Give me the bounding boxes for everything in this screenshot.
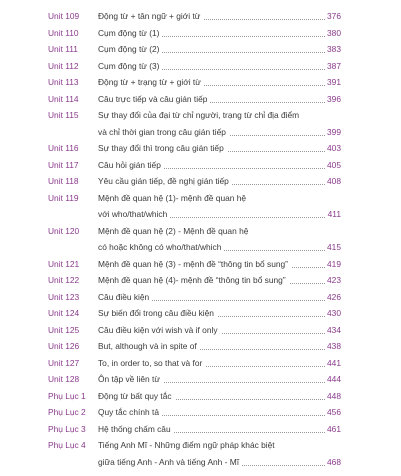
toc-entry	[0, 74, 401, 91]
entry-title: Sự thay đổi thì trong câu gián tiếp	[98, 140, 227, 157]
page-number: 391	[325, 74, 341, 91]
entry-title: Tiếng Anh Mĩ - Những điểm ngữ pháp khác biệt	[98, 437, 278, 454]
entry-title: Động từ + tân ngữ + giới từ	[98, 8, 203, 25]
toc-entry-line	[0, 454, 401, 471]
toc-entry	[0, 25, 401, 42]
toc-entry-line	[0, 239, 401, 256]
page-number: 376	[325, 8, 341, 25]
unit-label: Unit 110	[48, 27, 79, 38]
toc-entry	[0, 173, 401, 190]
toc-entry	[0, 338, 401, 355]
unit-label: Unit 109	[48, 11, 80, 21]
toc-entry-line	[0, 338, 401, 355]
toc-entry	[0, 355, 401, 372]
toc-entry-line	[0, 124, 401, 141]
page-number: 426	[325, 289, 341, 306]
toc-entry-line	[0, 305, 401, 322]
toc-entry-line	[0, 421, 401, 438]
toc-entry-line	[0, 190, 401, 207]
page-number: 380	[325, 25, 341, 42]
entry-title: To, in order to, so that và for	[98, 355, 205, 372]
entry-title: có hoặc không có who/that/which	[98, 239, 224, 256]
entry-title: Quy tắc chính tả	[98, 404, 162, 421]
unit-label: Unit 114	[48, 93, 79, 104]
page-number: 396	[325, 91, 341, 108]
page-number: 408	[325, 173, 341, 190]
toc-entry-line	[0, 388, 401, 405]
unit-label: Unit 123	[48, 291, 80, 302]
toc-entry	[0, 404, 401, 421]
toc-entry-line	[0, 289, 401, 306]
unit-label: Unit 127	[48, 357, 80, 368]
unit-label: Unit 121	[48, 258, 80, 269]
page-number: 403	[325, 140, 341, 157]
toc-entry	[0, 107, 401, 140]
unit-label: Unit 126	[48, 341, 80, 351]
unit-label: Unit 117	[48, 159, 79, 170]
toc-entry-line	[0, 8, 401, 25]
unit-label: Phụ Lục 4	[48, 440, 86, 450]
page-number: 468	[325, 454, 341, 471]
toc-entry-line	[0, 58, 401, 75]
toc-entry-line	[0, 173, 401, 190]
toc-entry	[0, 371, 401, 388]
toc-entry	[0, 421, 401, 438]
toc-entry	[0, 8, 401, 25]
page-number: 419	[325, 256, 341, 273]
unit-label: Unit 122	[48, 275, 80, 285]
toc-entry-line	[0, 41, 401, 58]
toc-entry-line	[0, 355, 401, 372]
page-number: 441	[325, 355, 341, 372]
page-number: 423	[325, 272, 341, 289]
entry-title: Câu trực tiếp và câu gián tiếp	[98, 91, 210, 108]
toc-entry	[0, 305, 401, 322]
entry-title: Sự biến đổi trong câu điều kiện	[98, 305, 217, 322]
toc-entry-line	[0, 107, 401, 124]
toc-entry-line	[0, 206, 401, 223]
entry-title: Câu điều kiện với wish và if only	[98, 322, 221, 339]
toc-entry-line	[0, 437, 401, 454]
toc-entry	[0, 190, 401, 223]
entry-title: Mệnh đề quan hệ (1)- mệnh đề quan hệ	[98, 190, 249, 207]
unit-label: Phụ Lục 1	[48, 390, 86, 401]
page-number: 461	[325, 421, 341, 438]
toc-entry-line	[0, 404, 401, 421]
toc-entry-line	[0, 256, 401, 273]
unit-label: Unit 115	[48, 110, 79, 120]
entry-title: Mệnh đề quan hệ (3) - mệnh đề “thông tin bổ sung”	[98, 256, 291, 273]
unit-label: Unit 111	[48, 44, 78, 54]
page-number: 434	[325, 322, 341, 339]
toc-entry-line	[0, 74, 401, 91]
toc-entry	[0, 437, 401, 470]
toc-entry	[0, 256, 401, 273]
page-number: 444	[325, 371, 341, 388]
toc-entry-line	[0, 25, 401, 42]
toc-entry	[0, 157, 401, 174]
page-number: 438	[325, 338, 341, 355]
toc-entry-line	[0, 140, 401, 157]
unit-label: Unit 120	[48, 225, 80, 236]
toc-entry	[0, 322, 401, 339]
toc-entry-line	[0, 371, 401, 388]
entry-title: Sự thay đổi của đại từ chỉ người, trạng từ chỉ địa điểm	[98, 107, 302, 124]
toc-entry	[0, 58, 401, 75]
entry-title: Động từ + trạng từ + giới từ	[98, 74, 204, 91]
page-number: 415	[325, 239, 341, 256]
toc-entry	[0, 272, 401, 289]
unit-label: Unit 128	[48, 374, 80, 384]
entry-title: với who/that/which	[98, 206, 170, 223]
page-number: 411	[326, 206, 341, 223]
toc-entry	[0, 223, 401, 256]
entry-title: Ôn tập về liên từ	[98, 371, 163, 388]
toc-entry-line	[0, 272, 401, 289]
page-number: 448	[325, 388, 341, 405]
toc-entry-line	[0, 322, 401, 339]
toc-entry-line	[0, 157, 401, 174]
unit-label: Unit 113	[48, 77, 79, 87]
unit-label: Unit 124	[48, 308, 80, 318]
entry-title: Hệ thống chấm câu	[98, 421, 174, 438]
entry-title: và chỉ thời gian trong câu gián tiếp	[98, 124, 229, 141]
entry-title: Cụm động từ (3)	[98, 58, 162, 75]
unit-label: Unit 119	[48, 192, 79, 203]
entry-title: Câu hỏi gián tiếp	[98, 157, 164, 174]
page-number: 430	[325, 305, 341, 322]
toc-entry	[0, 289, 401, 306]
page-number: 399	[325, 124, 341, 141]
entry-title: Câu điều kiện	[98, 289, 152, 306]
page-number: 405	[325, 157, 341, 174]
page-number: 387	[325, 58, 341, 75]
entry-title: Động từ bất quy tắc	[98, 388, 175, 405]
page-number: 383	[325, 41, 341, 58]
entry-title: But, although và in spite of	[98, 338, 200, 355]
toc-entry	[0, 41, 401, 58]
unit-label: Phụ Lục 2	[48, 407, 86, 417]
unit-label: Unit 118	[48, 176, 79, 186]
unit-label: Unit 116	[48, 143, 79, 153]
unit-label: Unit 125	[48, 324, 80, 335]
entry-title: Yêu cầu gián tiếp, đề nghị gián tiếp	[98, 173, 232, 190]
toc-entry	[0, 91, 401, 108]
entry-title: giữa tiếng Anh - Anh và tiếng Anh - Mĩ	[98, 454, 242, 471]
toc-entry-line	[0, 91, 401, 108]
entry-title: Mệnh đề quan hệ (2) - Mệnh đề quan hệ	[98, 223, 251, 240]
toc-entry	[0, 388, 401, 405]
entry-title: Cụm động từ (1)	[98, 25, 162, 42]
toc-entry	[0, 140, 401, 157]
page-number: 456	[325, 404, 341, 421]
entry-title: Cụm động từ (2)	[98, 41, 162, 58]
entry-title: Mệnh đề quan hệ (4)- mệnh đề “thông tin bổ sung”	[98, 272, 289, 289]
toc-entry-line	[0, 223, 401, 240]
unit-label: Phụ Lục 3	[48, 423, 86, 434]
unit-label: Unit 112	[48, 60, 79, 71]
